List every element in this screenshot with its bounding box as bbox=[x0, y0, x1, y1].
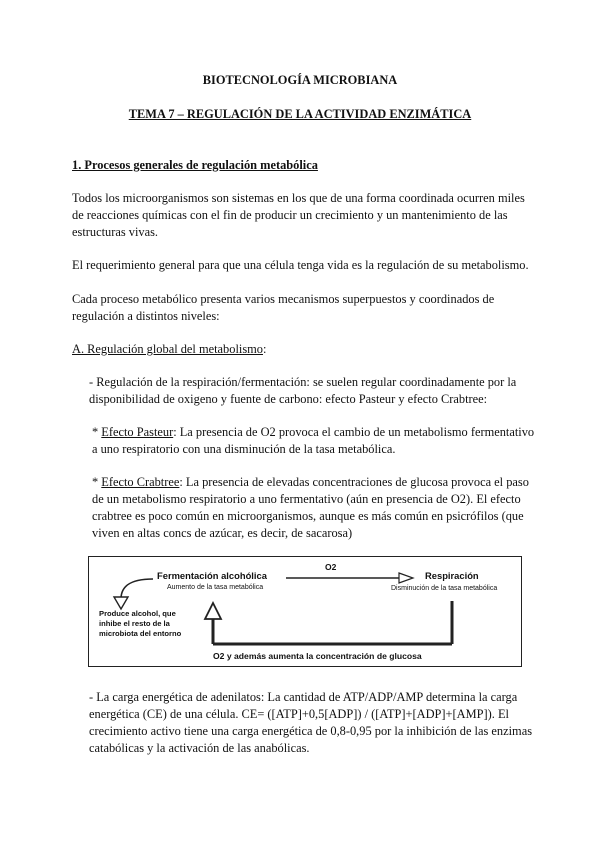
subsection-a-colon: : bbox=[262, 342, 267, 356]
pasteur-term: Efecto Pasteur bbox=[101, 425, 174, 439]
paragraph-line: Cada proceso metabólico presenta varios mecanismos superpuestos y coordinados de bbox=[72, 292, 495, 306]
paragraph-line: Todos los microorganismos son sistemas en los que de una forma coordinada ocurren miles bbox=[72, 191, 525, 205]
alcohol-label-3: microbiota del entorno bbox=[99, 629, 182, 638]
crabtree-line-1 bbox=[92, 474, 529, 491]
paragraph-line: El requerimiento general para que una célula tenga vida es la regulación de su metabolismo. bbox=[72, 258, 529, 272]
paragraph-line: viven en altas concs de azúcar, es decir, de sacarosa) bbox=[92, 526, 353, 540]
document-topic: TEMA 7 – REGULACIÓN DE LA ACTIVIDAD ENZIMÁTICA bbox=[128, 107, 472, 121]
paragraph-line: regulación a distintos niveles: bbox=[72, 309, 220, 323]
o2-arrow-head bbox=[399, 573, 413, 583]
alcohol-label-1: Produce alcohol, que bbox=[99, 609, 176, 618]
paragraph-line: - La carga energética de adenilatos: La cantidad de ATP/ADP/AMP determina la carga bbox=[89, 690, 518, 704]
crabtree-text: : La presencia de elevadas concentraciones de glucosa provoca el paso bbox=[179, 475, 529, 489]
bullet-prefix: * bbox=[92, 475, 102, 489]
arrow-head-down bbox=[114, 597, 128, 609]
paragraph-line: crecimiento activo tiene una carga energética de 0,8-0,95 por la inhibición de las enzimas bbox=[89, 724, 533, 738]
subsection-a-title-text: A. Regulación global del metabolismo bbox=[72, 342, 263, 356]
alcohol-label-2: inhibe el resto de la bbox=[99, 619, 170, 628]
bullet-prefix: * bbox=[92, 425, 102, 439]
paragraph-line: - Regulación de la respiración/fermentación: se suelen regular coordinadamente por la bbox=[89, 375, 517, 389]
section-1-title: 1. Procesos generales de regulación metabólica bbox=[72, 158, 318, 172]
document-subject: BIOTECNOLOGÍA MICROBIANA bbox=[202, 73, 398, 87]
paragraph-line: de un metabolismo respiratorio a uno fermentativo (aún en presencia de O2). El efecto bbox=[92, 492, 521, 506]
respiration-label: Respiración bbox=[425, 570, 479, 581]
paragraph-line: a uno respiratorio con una disminución de la tasa metabólica. bbox=[92, 442, 396, 456]
pasteur-line-1 bbox=[92, 424, 534, 441]
paragraph-line: disponibilidad de oxigeno y fuente de carbono: efecto Pasteur y efecto Crabtree: bbox=[89, 392, 488, 406]
paragraph-line: energética (CE) de una célula. CE= ([ATP]+0,5[ADP]) / ([ATP]+[ADP]+[AMP]). El bbox=[89, 707, 509, 721]
curved-arrow bbox=[121, 579, 153, 599]
paragraph-line: catabólicas y la activación de las anabólicas. bbox=[89, 741, 310, 755]
fermentation-label: Fermentación alcohólica bbox=[157, 570, 267, 581]
subsection-a-title bbox=[72, 341, 266, 358]
paragraph-line: crabtree es poco común en microorganismos, aunque es más común en psicrófilos (que bbox=[92, 509, 524, 523]
metabolism-diagram bbox=[88, 556, 522, 667]
respiration-sublabel: Disminución de la tasa metabólica bbox=[391, 585, 498, 592]
o2-label: O2 bbox=[325, 562, 337, 572]
crabtree-term: Efecto Crabtree bbox=[101, 475, 180, 489]
paragraph-line: estructuras vivas. bbox=[72, 225, 159, 239]
feedback-arrow-head bbox=[205, 603, 221, 619]
paragraph-line: de reacciones químicas con el fin de producir un crecimiento y un mantenimiento de las bbox=[72, 208, 508, 222]
pasteur-text: : La presencia de O2 provoca el cambio de un metabolismo fermentativo bbox=[173, 425, 535, 439]
glucose-label: O2 y además aumenta la concentración de glucosa bbox=[213, 651, 422, 661]
fermentation-sublabel: Aumento de la tasa metabólica bbox=[167, 584, 264, 591]
